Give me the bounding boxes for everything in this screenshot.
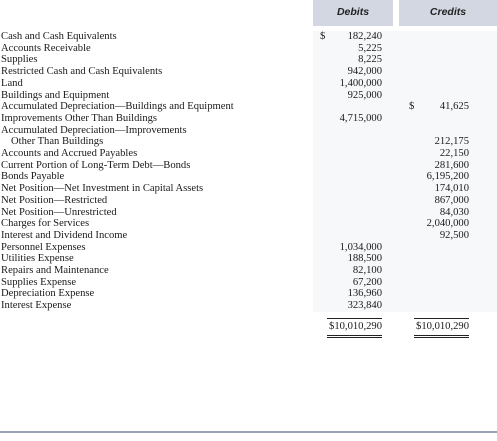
debit-cell xyxy=(313,195,393,207)
debit-cell-inner xyxy=(313,31,382,43)
account-name: Net Position—Unrestricted xyxy=(1,206,117,218)
table-row xyxy=(0,78,497,90)
credit-amount: 6,195,200 xyxy=(426,171,469,183)
total-credits: $10,010,290 xyxy=(414,318,469,338)
debit-amount: 942,000 xyxy=(347,66,382,78)
debit-dollar-sign: $ xyxy=(320,31,326,42)
table-row xyxy=(0,230,497,242)
credit-cell xyxy=(399,253,497,265)
account-name: Bonds Payable xyxy=(1,171,65,183)
credit-cell xyxy=(399,242,497,254)
credit-cell xyxy=(399,207,497,219)
credit-cell xyxy=(399,54,497,66)
debit-cell xyxy=(313,54,393,66)
debit-amount: 182,240 xyxy=(347,31,382,42)
debit-cell xyxy=(313,148,393,160)
account-name: Restricted Cash and Cash Equivalents xyxy=(1,66,163,78)
credit-amount: 174,010 xyxy=(434,183,469,195)
debit-cell xyxy=(313,160,393,172)
debit-cell-inner xyxy=(313,242,382,254)
debit-cell xyxy=(313,31,393,43)
account-name: Other Than Buildings xyxy=(11,136,104,148)
debit-cell-inner xyxy=(313,66,382,78)
debit-amount: 188,500 xyxy=(347,253,382,265)
table-row xyxy=(0,90,497,102)
debit-amount: 8,225 xyxy=(358,54,382,66)
credit-cell xyxy=(399,113,497,125)
debit-cell xyxy=(313,242,393,254)
account-name: Accumulated Depreciation—Improvements xyxy=(1,124,187,136)
debit-amount: 82,100 xyxy=(352,265,382,277)
account-name: Depreciation Expense xyxy=(1,288,95,300)
credit-cell-inner xyxy=(399,183,469,195)
credits-header: Credits xyxy=(399,0,497,26)
credit-cell xyxy=(399,148,497,160)
credit-cell xyxy=(399,277,497,289)
debit-cell xyxy=(313,207,393,219)
table-row xyxy=(0,101,497,113)
label-column-header xyxy=(0,0,313,26)
debit-cell-inner xyxy=(313,113,382,125)
total-credits-cell xyxy=(399,317,497,339)
table-row xyxy=(0,43,497,55)
table-row xyxy=(0,300,497,312)
credit-amount: 41,625 xyxy=(439,101,469,113)
credit-cell-inner xyxy=(399,160,469,172)
debit-cell xyxy=(313,300,393,312)
credit-cell xyxy=(399,90,497,102)
debit-cell xyxy=(313,277,393,289)
debit-amount: 1,400,000 xyxy=(339,77,382,89)
debit-cell-inner xyxy=(313,265,382,277)
table-row xyxy=(0,136,497,148)
credit-cell xyxy=(399,171,497,183)
credit-cell xyxy=(399,136,497,148)
table-row xyxy=(0,54,497,66)
debit-cell-inner xyxy=(313,300,382,312)
table-row xyxy=(0,183,497,195)
credit-cell xyxy=(399,195,497,207)
account-name: Utilities Expense xyxy=(1,253,74,265)
debit-amount: 1,034,000 xyxy=(339,241,382,253)
account-name: Net Position—Restricted xyxy=(1,194,108,206)
debit-amount: 925,000 xyxy=(347,89,382,101)
account-name: Interest and Dividend Income xyxy=(1,229,128,241)
credit-cell-inner xyxy=(399,230,469,242)
debit-cell xyxy=(313,265,393,277)
table-row xyxy=(0,171,497,183)
table-row xyxy=(0,218,497,230)
total-debits-cell xyxy=(313,317,393,339)
total-debits: $10,010,290 xyxy=(327,318,382,338)
credit-amount: 22,150 xyxy=(439,148,469,160)
account-name: Supplies Expense xyxy=(1,276,77,288)
table-row xyxy=(0,253,497,265)
account-name: Supplies xyxy=(1,54,38,66)
debit-cell xyxy=(313,43,393,55)
debit-amount: 4,715,000 xyxy=(339,112,382,124)
debit-cell xyxy=(313,78,393,90)
debit-cell xyxy=(313,90,393,102)
debit-cell xyxy=(313,288,393,300)
credit-cell xyxy=(399,31,497,43)
credit-cell xyxy=(399,66,497,78)
table-row xyxy=(0,125,497,137)
account-name: Net Position—Net Investment in Capital Assets xyxy=(1,183,204,195)
debit-cell xyxy=(313,230,393,242)
credit-cell xyxy=(399,265,497,277)
credit-cell-inner xyxy=(399,195,469,207)
account-name: Personnel Expenses xyxy=(1,241,86,253)
debit-cell xyxy=(313,125,393,137)
debit-cell xyxy=(313,171,393,183)
credit-cell xyxy=(399,288,497,300)
account-rows xyxy=(0,26,497,317)
table-row xyxy=(0,242,497,254)
credit-cell xyxy=(399,183,497,195)
totals-label-cell xyxy=(0,317,313,339)
debit-cell xyxy=(313,218,393,230)
table-row xyxy=(0,148,497,160)
debit-cell-inner xyxy=(313,277,382,289)
debit-cell-inner xyxy=(313,43,382,55)
debit-cell xyxy=(313,66,393,78)
credit-cell-inner xyxy=(399,136,469,148)
debit-cell xyxy=(313,136,393,148)
credit-amount: 84,030 xyxy=(439,206,469,218)
account-name: Current Portion of Long-Term Debt—Bonds xyxy=(1,159,191,171)
credit-cell xyxy=(399,300,497,312)
debit-amount: 323,840 xyxy=(347,300,382,312)
table-row xyxy=(0,160,497,172)
debit-cell-inner xyxy=(313,288,382,300)
credit-cell xyxy=(399,101,497,113)
credit-cell xyxy=(399,160,497,172)
credit-cell xyxy=(399,125,497,137)
table-row xyxy=(0,195,497,207)
credit-cell-inner xyxy=(399,101,469,113)
account-name: Charges for Services xyxy=(1,218,90,230)
credit-dollar-sign: $ xyxy=(409,101,415,113)
credit-cell xyxy=(399,78,497,90)
table-row xyxy=(0,31,497,43)
table-row xyxy=(0,288,497,300)
table-row xyxy=(0,265,497,277)
debit-cell xyxy=(313,253,393,265)
credit-cell xyxy=(399,43,497,55)
account-name: Interest Expense xyxy=(1,300,72,312)
credit-cell xyxy=(399,218,497,230)
debit-amount: 67,200 xyxy=(352,276,382,288)
debits-header: Debits xyxy=(313,0,393,26)
header-row xyxy=(0,0,497,26)
account-name: Repairs and Maintenance xyxy=(1,265,109,277)
table-row xyxy=(0,207,497,219)
debit-amount: 136,960 xyxy=(347,288,382,300)
table-row xyxy=(0,277,497,289)
debit-cell xyxy=(313,183,393,195)
table-row xyxy=(0,66,497,78)
account-name: Cash and Cash Equivalents xyxy=(1,31,117,42)
account-name: Accounts and Accrued Payables xyxy=(1,148,138,160)
totals-row xyxy=(0,317,497,339)
debit-amount: 5,225 xyxy=(358,42,382,54)
credit-amount: 281,600 xyxy=(434,159,469,171)
credit-amount: 867,000 xyxy=(434,194,469,206)
credit-cell xyxy=(399,230,497,242)
credit-cell-inner xyxy=(399,171,469,183)
debit-cell-inner xyxy=(313,54,382,66)
table-row xyxy=(0,113,497,125)
credit-amount: 212,175 xyxy=(434,136,469,148)
debit-cell-inner xyxy=(313,90,382,102)
debit-cell-inner xyxy=(313,78,382,90)
bottom-rule xyxy=(0,431,497,433)
account-name: Accumulated Depreciation—Buildings and Equipment xyxy=(1,101,234,113)
account-name: Land xyxy=(1,77,23,89)
account-name: Buildings and Equipment xyxy=(1,89,110,101)
credit-cell-inner xyxy=(399,218,469,230)
credit-cell-inner xyxy=(399,207,469,219)
credit-amount: 92,500 xyxy=(439,229,469,241)
account-name: Accounts Receivable xyxy=(1,42,91,54)
debit-cell xyxy=(313,113,393,125)
debit-cell xyxy=(313,101,393,113)
debit-cell-inner xyxy=(313,253,382,265)
account-name: Improvements Other Than Buildings xyxy=(1,112,158,124)
credit-cell-inner xyxy=(399,148,469,160)
credit-amount: 2,040,000 xyxy=(426,218,469,230)
